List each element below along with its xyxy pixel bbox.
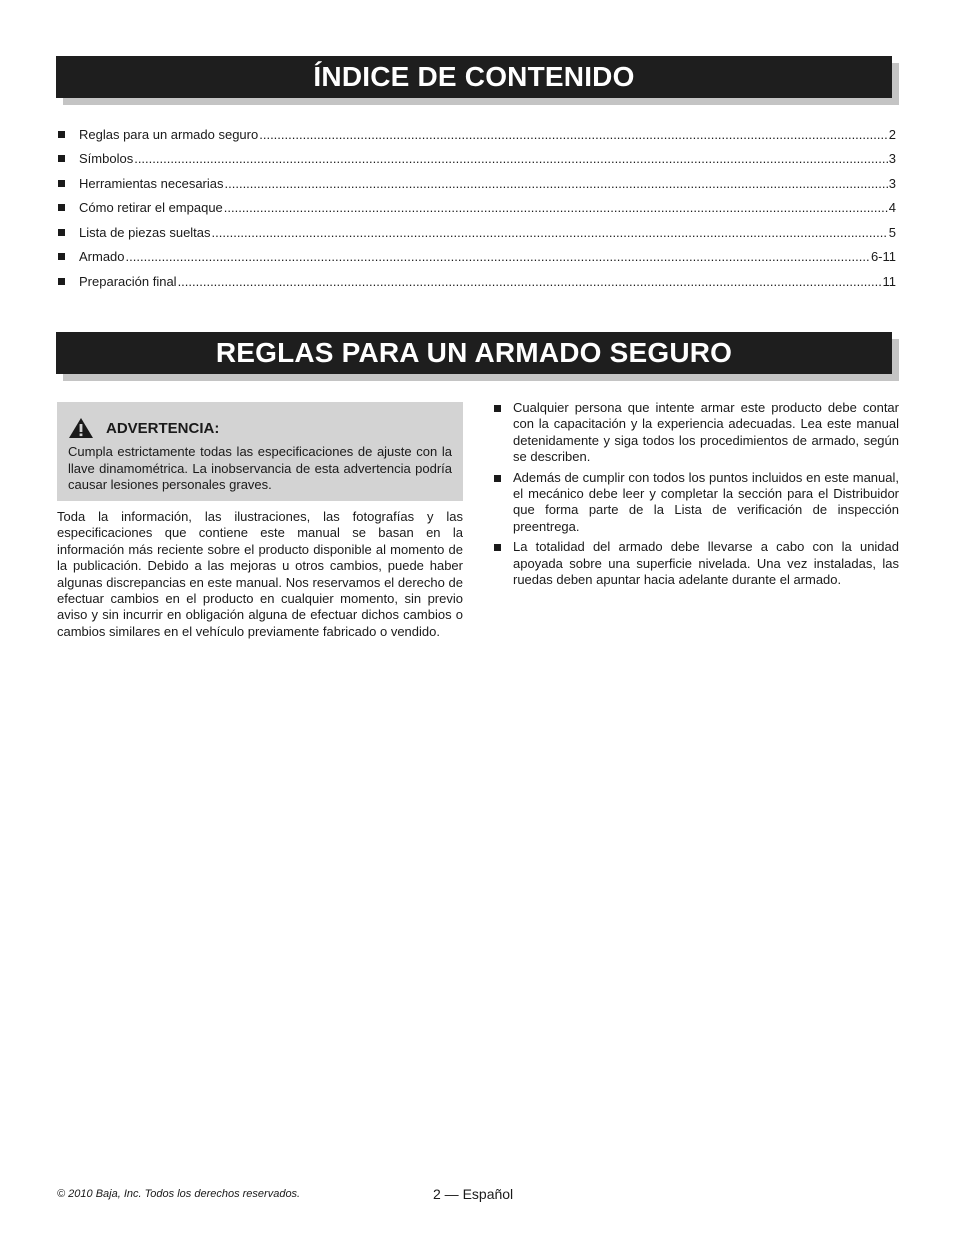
toc-item-page: 11 [882, 273, 896, 289]
rules-banner [56, 332, 892, 374]
toc-item[interactable] [56, 171, 896, 196]
toc-item[interactable] [56, 269, 896, 294]
rules-list [491, 400, 899, 592]
rule-text: La totalidad del armado debe llevarse a cabo con la unidad apoyada sobre una superficie nivelada. Una vez instaladas, las ruedas deben apuntar hacia adelante durante el armado. [513, 539, 899, 588]
list-item [491, 539, 899, 588]
toc-leader-dots [225, 176, 888, 191]
warning-header [68, 417, 219, 439]
bullet-square-icon [58, 253, 65, 260]
toc-leader-dots [134, 151, 888, 166]
toc-leader-dots [126, 249, 870, 264]
bullet-square-icon [494, 544, 501, 551]
warning-label: ADVERTENCIA: [106, 419, 220, 437]
rules-title: REGLAS PARA UN ARMADO SEGURO [56, 332, 892, 374]
toc-item-page: 5 [888, 224, 896, 240]
bullet-square-icon [494, 405, 501, 412]
toc-item-page: 3 [888, 175, 896, 191]
bullet-square-icon [58, 204, 65, 211]
toc-item-page: 2 [888, 126, 896, 142]
bullet-square-icon [494, 475, 501, 482]
toc-leader-dots [224, 200, 888, 215]
toc-item-label: Lista de piezas sueltas [79, 224, 211, 240]
toc-leader-dots [178, 274, 882, 289]
bullet-square-icon [58, 155, 65, 162]
list-item [491, 470, 899, 536]
toc-banner [56, 56, 892, 98]
bullet-square-icon [58, 278, 65, 285]
page-number: 2 — Español [433, 1186, 514, 1202]
toc-item-page: 4 [888, 200, 896, 216]
rule-text: Además de cumplir con todos los puntos incluidos en este manual, el mecánico debe leer y completar la sección para el Distribuidor que forma parte de la Lista de verificación de inspección preentrega. [513, 469, 899, 534]
bullet-square-icon [58, 131, 65, 138]
toc-item-label: Armado [79, 249, 125, 265]
table-of-contents [56, 122, 896, 294]
toc-leader-dots [259, 127, 888, 142]
toc-title: ÍNDICE DE CONTENIDO [56, 56, 892, 98]
toc-item-page: 6-11 [870, 249, 896, 265]
toc-leader-dots [212, 225, 888, 240]
warning-box [57, 402, 463, 501]
toc-item[interactable] [56, 220, 896, 245]
copyright-notice: © 2010 Baja, Inc. Todos los derechos reservados. [57, 1188, 301, 1200]
toc-item[interactable] [56, 196, 896, 221]
toc-item[interactable] [56, 122, 896, 147]
disclaimer-paragraph: Toda la información, las ilustraciones, las fotografías y las especificaciones que contiene este manual se basan en la información más reciente sobre el producto disponible al momento de la publicación. Debido a las mejoras u otros cambios, puede haber algunas discrepancias en este manual. Nos reservamos el derecho de efectuar cambios en el producto en cualquier momento, sin previo aviso y sin incurrir en obligación alguna de efectuar dichos cambios o cambios similares en el vehículo previamente fabricado o vendido. [57, 509, 463, 639]
toc-item-label: Herramientas necesarias [79, 175, 224, 191]
bullet-square-icon [58, 229, 65, 236]
toc-item-label: Símbolos [79, 151, 134, 167]
toc-item-label: Preparación final [79, 273, 177, 289]
list-item [491, 400, 899, 466]
toc-item-label: Reglas para un armado seguro [79, 126, 259, 142]
toc-item-label: Cómo retirar el empaque [79, 200, 223, 216]
toc-item-page: 3 [888, 151, 896, 167]
warning-triangle-icon [68, 417, 94, 439]
warning-text: Cumpla estrictamente todas las especificaciones de ajuste con la llave dinamométrica. La inobservancia de esta advertencia podría causar lesiones personales graves. [68, 444, 452, 492]
rule-text: Cualquier persona que intente armar este producto debe contar con la capacitación y la experiencia adecuadas. Lea este manual detenidamente y siga todos los procedimientos de armado, según se describen. [513, 400, 899, 465]
toc-item[interactable] [56, 245, 896, 270]
bullet-square-icon [58, 180, 65, 187]
toc-item[interactable] [56, 147, 896, 172]
